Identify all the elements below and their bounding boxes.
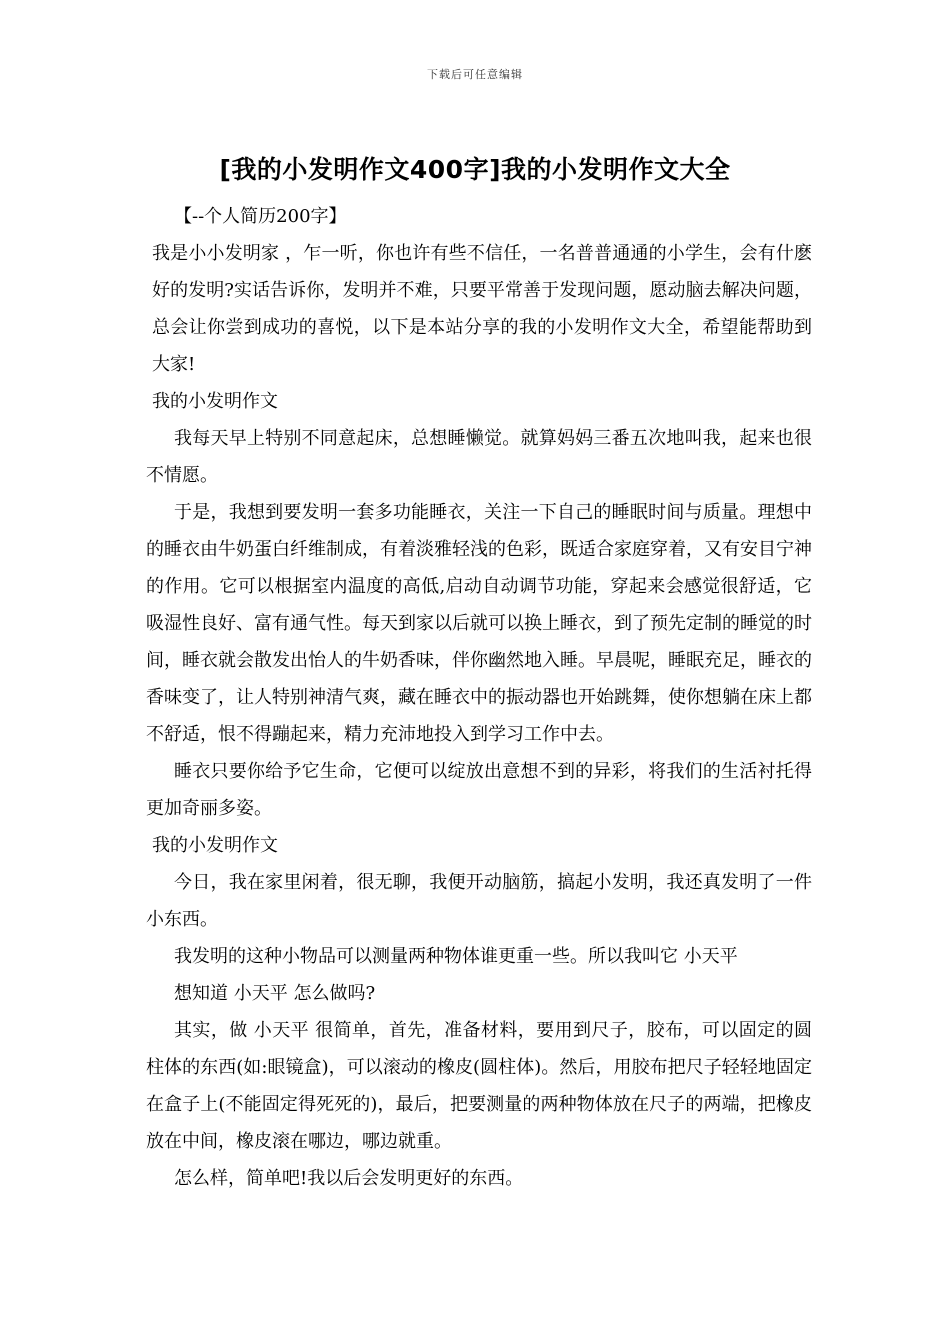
subtitle: 【--个人简历200字】: [174, 206, 347, 227]
section-heading-2: 我的小发明作文: [152, 835, 278, 856]
paragraph-9: 怎么样，简单吧!我以后会发明更好的东西。: [174, 1168, 524, 1189]
paragraph-2: 我每天早上特别不同意起床，总想睡懒觉。就算妈妈三番五次地叫我，起来也很不情愿。: [146, 428, 812, 486]
header-note: 下载后可任意编辑: [427, 68, 523, 81]
document-body: [146, 198, 812, 1197]
page-title: [我的小发明作文400字]我的小发明作文大全: [219, 155, 731, 184]
paragraph-8: 其实，做 小天平 很简单，首先，准备材料，要用到尺子，胶布，可以固定的圆柱体的东西(如:眼镜盒)，可以滚动的橡皮(圆柱体)。然后，用胶布把尺子轻轻地固定在盒子上(不能固定得死死的)，最后，把要测量的两种物体放在尺子的两端，把橡皮放在中间，橡皮滚在哪边，哪边就重。: [146, 1020, 812, 1152]
paragraph-6: 我发明的这种小物品可以测量两种物体谁更重一些。所以我叫它 小天平: [174, 946, 738, 967]
paragraph-7: 想知道 小天平 怎么做吗?: [174, 983, 376, 1004]
paragraph-4: 睡衣只要你给予它生命，它便可以绽放出意想不到的异彩，将我们的生活衬托得更加奇丽多姿。: [146, 761, 812, 819]
section-heading-1: 我的小发明作文: [152, 391, 278, 412]
paragraph-3: 于是，我想到要发明一套多功能睡衣，关注一下自己的睡眠时间与质量。理想中的睡衣由牛奶蛋白纤维制成，有着淡雅轻浅的色彩，既适合家庭穿着，又有安目宁神的作用。它可以根据室内温度的高低,启动自动调节功能，穿起来会感觉很舒适，它吸湿性良好、富有通气性。每天到家以后就可以换上睡衣，到了预先定制的睡觉的时间，睡衣就会散发出怡人的牛奶香味，伴你幽然地入睡。早晨呢，睡眠充足，睡衣的香味变了，让人特别神清气爽，藏在睡衣中的振动器也开始跳舞，使你想躺在床上都不舒适，恨不得蹦起来，精力充沛地投入到学习工作中去。: [146, 502, 812, 745]
paragraph-5: 今日，我在家里闲着，很无聊，我便开动脑筋，搞起小发明，我还真发明了一件小东西。: [146, 872, 812, 930]
paragraph-intro: 我是小小发明家 ，乍一听，你也许有些不信任，一名普普通通的小学生，会有什麽好的发明?实话告诉你，发明并不难，只要平常善于发现问题，愿动脑去解决问题，总会让你尝到成功的喜悦，以下是本站分享的我的小发明作文大全，希望能帮助到大家!: [152, 243, 812, 375]
